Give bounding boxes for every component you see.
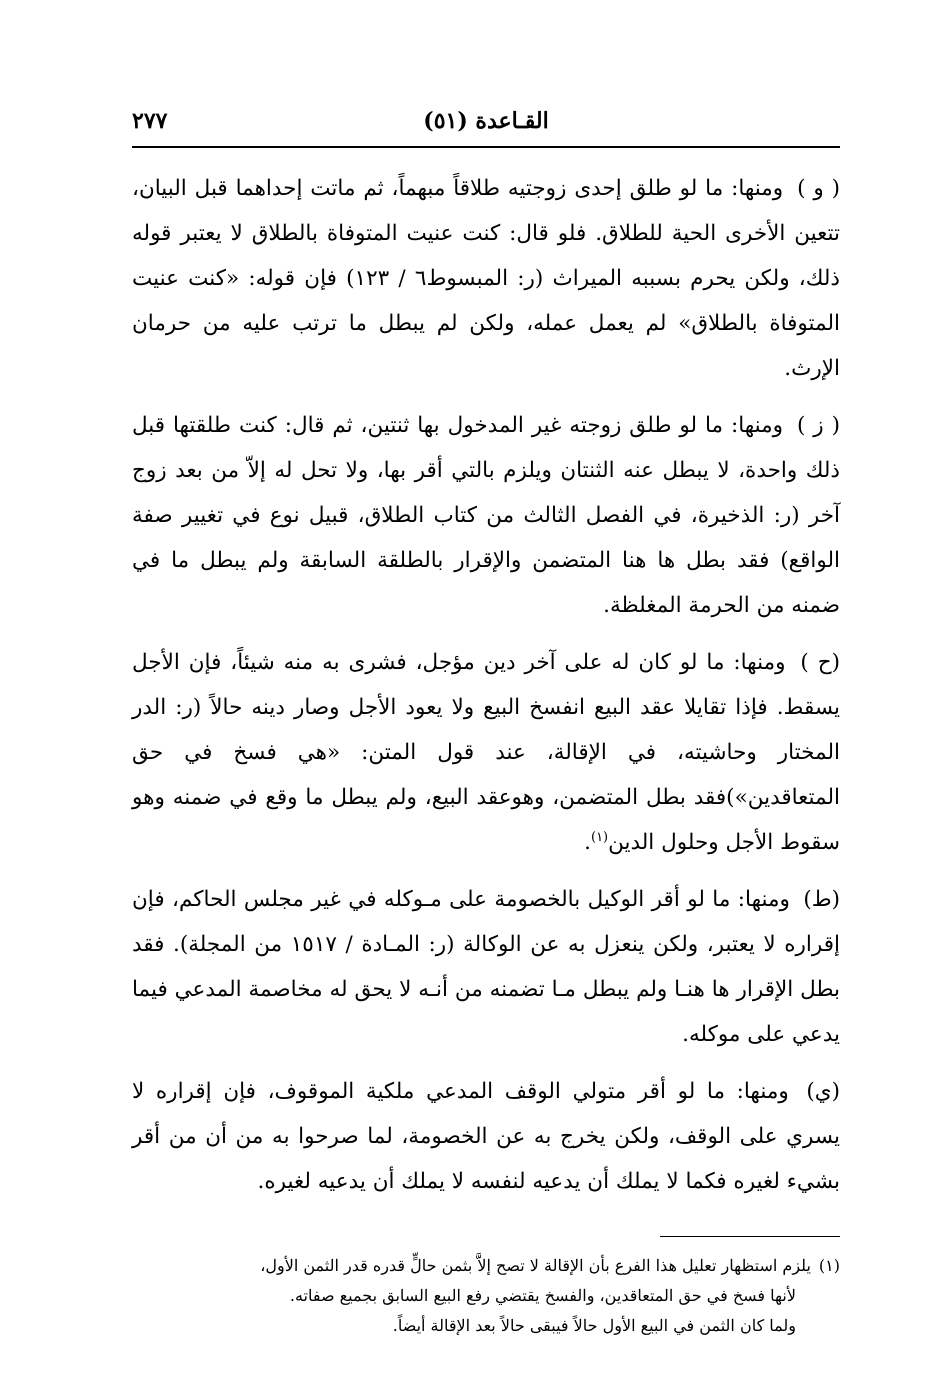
paragraph-marker: ( ز ) — [796, 413, 840, 438]
book-page — [132, 96, 840, 1341]
paragraph-text: ومنها: ما لو أقر الوكيل بالخصومة على مـوكله في غير مجلس الحاكم، فإن إقراره لا يعتبر، ولكن ينعزل به عن الوكالة (ر: المـادة / ١٥١٧ من المجلة). فقد بطل الإقرار ها هنـا ولم يبطل مـا تضمنه من أنـه لا يحق له مخاصمة المدعي فيما يدعي على موكله. — [132, 887, 840, 1047]
paragraph-ta — [132, 877, 840, 1057]
paragraph-tail: . — [584, 830, 591, 855]
footnote-number: (١) — [818, 1256, 840, 1275]
footnote — [132, 1251, 840, 1341]
paragraph-ha — [132, 640, 840, 865]
paragraph-zay — [132, 403, 840, 628]
paragraph-text: ومنها: ما لو أقر متولي الوقف المدعي ملكية الموقوف، فإن إقراره لا يسري على الوقف، ولكن يخرج به عن الخصومة، لما صرحوا به من أن من أقر بشيء لغيره فكما لا يملك أن يدعيه لنفسه لا يملك أن يدعيه لغيره. — [132, 1079, 840, 1194]
paragraph-ya — [132, 1069, 840, 1204]
paragraph-text: ومنها: ما لو طلق زوجته غير المدخول بها ثنتين، ثم قال: كنت طلقتها قبل ذلك واحدة، لا يبطل عنه الثنتان ويلزم بالتي أقر بها، ولا تحل له إلاّ من بعد زوج آخر (ر: الذخيرة، في الفصل الثالث من كتاب الطلاق، قبيل نوع في تغيير صفة الواقع) فقد بطل ها هنا المتضمن والإقرار بالطلقة السابقة ولم يبطل ما في ضمنه من الحرمة المغلظة. — [132, 413, 840, 618]
footnote-line-text: يلزم استظهار تعليل هذا الفرع بأن الإقالة لا تصح إلاَّ بثمن حالٍّ قدره قدر الثمن الأول، — [260, 1256, 811, 1275]
paragraph-marker: (ي) — [806, 1079, 840, 1104]
paragraph-marker: (ح ) — [800, 650, 840, 675]
footnote-line: لأنها فسخ في حق المتعاقدين، والفسخ يقتضي رفع البيع السابق بجميع صفاته. — [289, 1286, 796, 1305]
paragraph-waw — [132, 166, 840, 391]
paragraph-text: ومنها: ما لو طلق إحدى زوجتيه طلاقاً مبهماً، ثم ماتت إحداهما قبل البيان، تتعين الأخرى الحية للطلاق. فلو قال: كنت عنيت المتوفاة بالطلاق لا يعتبر قوله ذلك، ولكن يحرم بسببه الميراث (ر: المبسوط٦ / ١٢٣) فإن قوله: «كنت عنيت المتوفاة بالطلاق» لم يعمل عمله، ولكن لم يبطل ما ترتب عليه من حرمان الإرث. — [132, 176, 840, 381]
page-number: ٢٧٧ — [132, 108, 168, 134]
chapter-title: القـاعدة (٥١) — [423, 108, 549, 134]
paragraph-marker: (ط) — [803, 887, 840, 912]
paragraph-marker: ( و ) — [797, 176, 840, 201]
footnote-line: ولما كان الثمن في البيع الأول حالاً فيبقى حالاً بعد الإقالة أيضاً. — [392, 1316, 796, 1335]
footnote-line — [132, 1251, 840, 1281]
paragraph-text: ومنها: ما لو كان له على آخر دين مؤجل، فشرى به منه شيئاً، فإن الأجل يسقط. فإذا تقايلا عقد البيع انفسخ البيع ولا يعود الأجل وصار دينه حالاً (ر: الدر المختار وحاشيته، في الإقالة، عند قول المتن: «هي فسخ في حق المتعاقدين»)فقد بطل المتضمن، وهوعقد البيع، ولم يبطل ما وقع في ضمنه وهو سقوط الأجل وحلول الدين — [132, 650, 840, 855]
footnote-reference[interactable]: (١) — [590, 829, 609, 845]
body-text — [132, 166, 840, 1204]
footnote-divider — [660, 1236, 840, 1237]
page-header — [132, 96, 840, 148]
